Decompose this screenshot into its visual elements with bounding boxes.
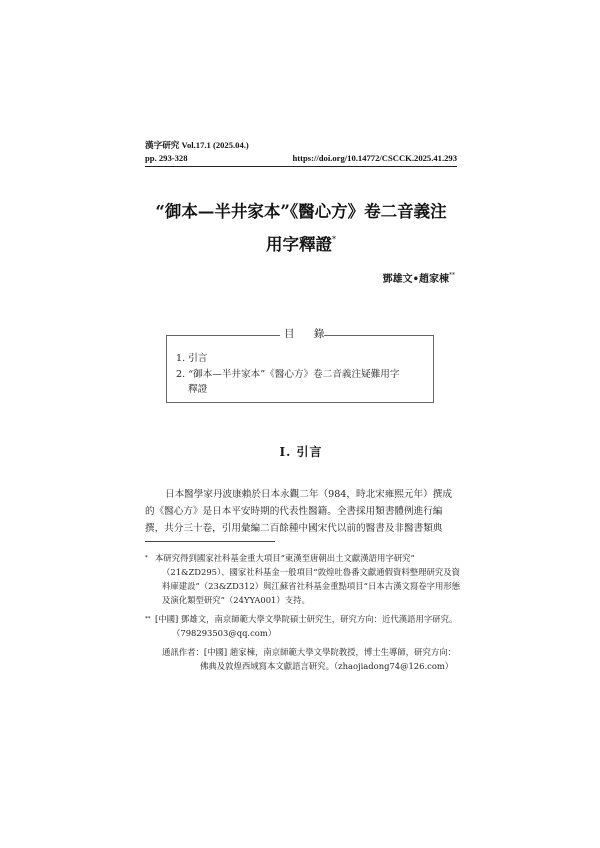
footnote-2-line1: [中國] 鄧雄文，南京師範大學文學院碩士研究生，研究方向：近代漢語用字研究。 bbox=[155, 614, 458, 624]
toc-item-1[interactable]: 1. 引言 bbox=[176, 353, 208, 364]
footnote-1-line2: （21&ZD295）、國家社科基金一般項目“敦煌吐魯番文獻通假資料整理研究及資 bbox=[162, 567, 460, 577]
footnote-1-line3: 料庫建設”（23&ZD312）與江蘇省社科基金重點項目“日本古漢文寫卷字用形態 bbox=[162, 581, 461, 591]
footnote-2-symbol: ** bbox=[145, 616, 151, 622]
page-range: pp. 293-328 bbox=[145, 153, 188, 163]
journal-info: 漢字研究 Vol.17.1 (2025.04.) bbox=[145, 140, 249, 150]
toc-item-2[interactable]: 2. “御本—半井家本”《醫心方》卷二音義注疑難用字 bbox=[176, 369, 400, 380]
body-line-2: 的《醫心方》是日本平安時期的代表性醫籍。全書採用類書體例進行編 bbox=[145, 506, 443, 517]
paper-title-line1: “御本—半井家本”《醫心方》卷二音義注 bbox=[155, 202, 447, 221]
author-footnote-mark[interactable]: ** bbox=[449, 272, 455, 279]
footnote-1-line4: 及演化類型研究”（24YYA001）支持。 bbox=[162, 595, 310, 605]
title-footnote-mark[interactable]: * bbox=[332, 235, 336, 244]
footnote-3-line2[interactable]: 佛典及敦煌西域寫本文獻語言研究。（zhaojiadong74@126.com） bbox=[200, 661, 454, 671]
body-line-1: 日本醫學家丹波康賴於日本永觀二年（984，時北宋雍熙元年）撰成 bbox=[165, 489, 452, 500]
footnote-2-mark bbox=[145, 613, 151, 629]
toc-item-2-cont[interactable]: 釋證 bbox=[188, 384, 208, 395]
author-names: 鄧雄文•趙家棟 bbox=[382, 274, 449, 285]
paper-title-line2-text: 用字釋證 bbox=[266, 235, 332, 254]
toc-heading: 目 錄 bbox=[280, 326, 324, 341]
section-heading-intro: I. 引言 bbox=[279, 445, 323, 459]
footnote-2-line2[interactable]: （798293503@qq.com） bbox=[172, 628, 277, 638]
header-rule bbox=[145, 166, 457, 167]
footnote-rule bbox=[145, 541, 275, 542]
body-line-3: 撰，共分三十卷，引用彙編二百餘種中國宋代以前的醫書及非醫書類典 bbox=[145, 523, 443, 534]
author-line bbox=[383, 270, 455, 285]
footnote-1-mark bbox=[145, 552, 148, 568]
doi-link[interactable]: https://doi.org/10.14772/CSCCK.2025.41.293 bbox=[292, 153, 457, 163]
paper-title-line2 bbox=[145, 229, 457, 256]
footnote-3-line1: 通訊作者：[中國] 趙家棟，南京師範大學文學院教授，博士生導師，研究方向： bbox=[162, 647, 456, 657]
footnote-1-symbol: * bbox=[145, 555, 148, 561]
footnote-1-line1: 本研究得到國家社科基金重大項目“東漢至唐朝出土文獻漢語用字研究” bbox=[155, 553, 415, 563]
